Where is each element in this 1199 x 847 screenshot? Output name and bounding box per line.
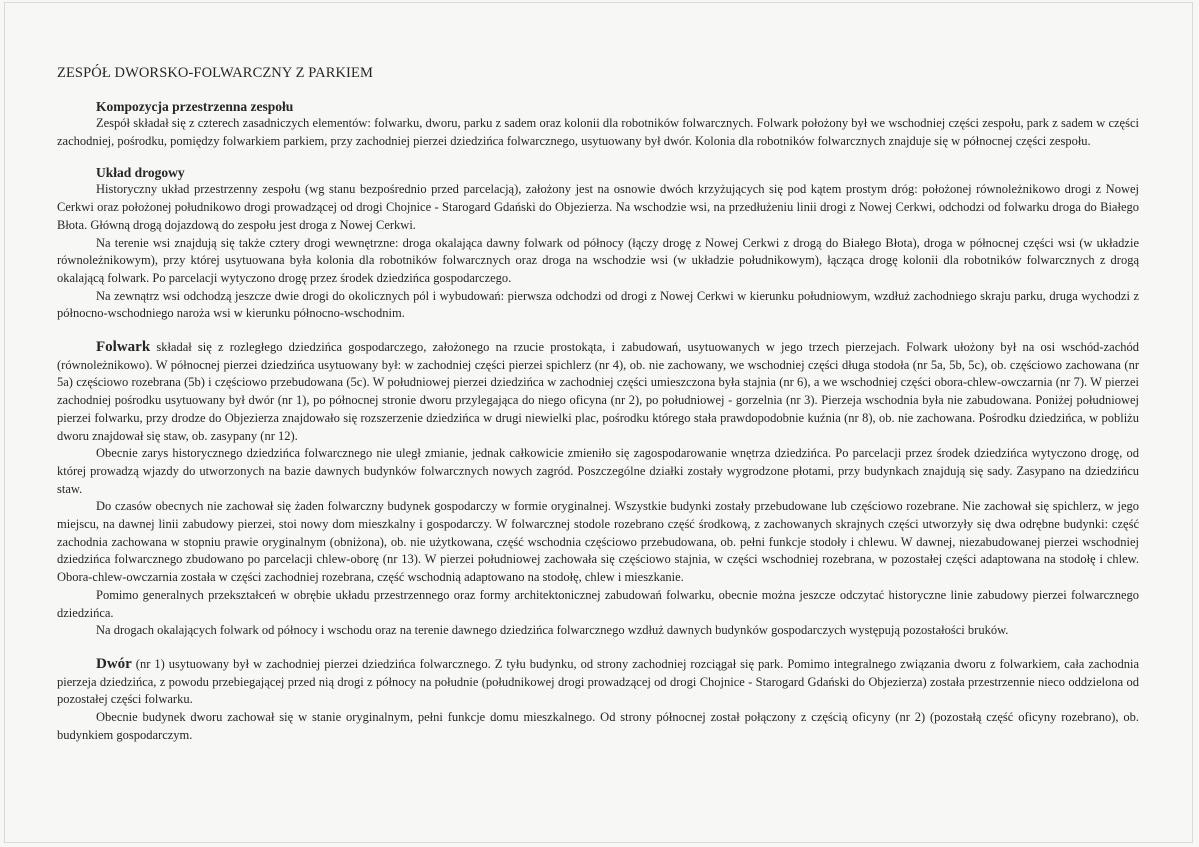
paragraph: Zespół składał się z czterech zasadniczych elementów: folwarku, dworu, parku z sadem oraz kolonii dla robotników folwarcznych. Folwark położony był we wschodniej części zespołu, park z sadem w części zachodniej, pośrodku, pomiędzy folwarkiem parkiem, przy zachodniej pierzei dziedzińca folwarcznego, usytuowany był dwór. Kolonia dla robotników folwarcznych znajduje się w północnej części zespołu.: [57, 116, 1139, 148]
section-heading-uklad: Układ drogowy: [96, 165, 185, 181]
document-title: ZESPÓŁ DWORSKO-FOLWARCZNY Z PARKIEM: [57, 65, 373, 81]
paragraph: Na zewnątrz wsi odchodzą jeszcze dwie drogi do okolicznych pól i wybudowań: pierwsza odchodzi od drogi z Nowej Cerkwi w kierunku południowym, wzdłuż zachodniego skraju parku, druga wychodzi z północno-wschodniego naroża wsi w kierunku północno-wschodnim.: [57, 288, 1139, 321]
section-uklad-drogowy: [57, 164, 1139, 323]
spacer: [57, 323, 1139, 339]
lead-word-dwor: Dwór: [96, 655, 132, 672]
paragraph: Do czasów obecnych nie zachował się żaden folwarczny budynek gospodarczy w formie oryginalnej. Wszystkie budynki zostały przebudowane lub częściowo rozebrane. Nie zachował się spichlerz, w jego miejscu, na dawnej linii zabudowy pierzei, stoi nowy dom mieszkalny i gospodarczy. W folwarcznej stodole rozebrano część środkową, z zachowanych skrajnych części utworzyły się dwa odrębne budynki: część zachodnia zachowana w stopniu prawie oryginalnym (obniżona), ob. nie użytkowana, część wschodnia częściowo przebudowana, ob. pełni funkcje stodoły i chlewu. W dawnej, niezabudowanej pierzei wschodniej dziedzińca folwarcznego zbudowano po parcelacji chlew-oborę (nr 13). W pierzei południowej zachowała się częściowo stajnia, w części wschodniej rozebrana, w pozostałej części adaptowana na stodołę i chlew. Obora-chlew-owczarnia została w części zachodniej rozebrana, część wschodnią adaptowano na stodołę, chlew i mieszkanie.: [57, 499, 1139, 585]
paragraph-text: składał się z rozległego dziedzińca gospodarczego, założonego na rzucie prostokąta, i zabudowań, usytuowanych w jego trzech pierzejach. Folwark ułożony był na osi wschód-zachód (równoleżnikowo). W północnej pierzei dziedzińca usytuowany był: w zachodniej części pierzei spichlerz (nr 4), ob. nie zachowany, we wschodniej części długa stodoła (nr 5a, 5b, 5c), ob. częściowo zachowana (nr 5a) częściowo rozebrana (5b) i częściowo przebudowana (5c). W południowej pierzei dziedzińca w zachodniej części umieszczona była stajnia (nr 6), a we wschodniej części obora-chlew-owczarnia (nr 7). W pierzei zachodniej pośrodku usytuowany był dwór (nr 1), po północnej stronie dworu przylegająca do niego oficyna (nr 2), po południowej - gorzelnia (nr 3). Pierzeja wschodnia była nie zabudowana. Poniżej południowej pierzei folwarku, przy drodze do Objezierza znajdowało się rozszerzenie dziedzińca w drugi niewielki plac, pośrodku którego stała prawdopodobnie kuźnia (nr 8), ob. nie zachowana. Pośrodku dziedzińca, w pobliżu dworu znajdował się staw, ob. zasypany (nr 12).: [57, 340, 1139, 443]
spacer: [57, 150, 1139, 164]
paragraph: [57, 339, 1139, 445]
lead-word-folwark: Folwark: [96, 339, 151, 356]
paragraph: Obecnie budynek dworu zachował się w stanie oryginalnym, pełni funkcje domu mieszkalnego. Od strony północnej został połączony z częścią oficyny (nr 2) (pozostałą część oficyny rozebrano), ob. budynkiem gospodarczym.: [57, 710, 1139, 742]
section-dwor: [57, 656, 1139, 745]
paragraph: [57, 656, 1139, 709]
paragraph-text: (nr 1) usytuowany był w zachodniej pierzei dziedzińca folwarcznego. Z tyłu budynku, od strony zachodniej rozciągał się park. Pomimo integralnego związania dworu z folwarkiem, cała zachodnia pierzeja dziedzińca, z powodu przebiegającej przed nią drogi z północy na południe (południkowej drogi prowadzącej od drogi Chojnice - Starogard Gdański do Objezierza) została przestrzennie nieco oddzielona od pozostałej części folwarku.: [57, 656, 1139, 707]
section-folwark: [57, 339, 1139, 640]
document-body: [57, 64, 1139, 745]
paragraph: Obecnie zarys historycznego dziedzińca folwarcznego nie uległ zmianie, jednak całkowicie zmieniło się zagospodarowanie wnętrza dziedzińca. Po parcelacji przez środek dziedzińca wytyczono drogę, od której prowadzą wjazdy do utworzonych na bazie dawnych budynków folwarcznych nowych zagród. Poszczególne działki zostały wygrodzone płotami, przy budynkach znajdują się sady. Zasypano na dziedzińcu staw.: [57, 446, 1139, 496]
paragraph: Historyczny układ przestrzenny zespołu (wg stanu bezpośrednio przed parcelacją), założony jest na osnowie dwóch krzyżujących się pod kątem prostym dróg: położonej równoleżnikowo drogi z Nowej Cerkwi oraz położonej południkowo drogi prowadzącej od drogi Chojnice - Starogard Gdański do Objezierza. Na wschodzie wsi, na przedłużeniu linii drogi z Nowej Cerkwi, odchodzi od folwarku droga do Białego Błota. Główną drogą dojazdową do zespołu jest droga z Nowej Cerkwi.: [57, 182, 1139, 232]
section-heading-kompozycja: Kompozycja przestrzenna zespołu: [96, 99, 294, 114]
section-kompozycja: [57, 98, 1139, 150]
spacer: [57, 640, 1139, 656]
paragraph: Pomimo generalnych przekształceń w obrębie układu przestrzennego oraz formy architektonicznej zabudowań folwarku, obecnie można jeszcze odczytać historyczne linie zabudowy pierzei folwarcznego dziedzińca.: [57, 587, 1139, 620]
paragraph: Na terenie wsi znajdują się także cztery drogi wewnętrzne: droga okalająca dawny folwark od północy (łączy drogę z Nowej Cerkwi z drogą do Białego Błota), droga w północnej części wsi (w układzie równoleżnikowym), przy której usytuowana była kolonia dla robotników folwarcznych oraz droga na wschodzie wsi (w układzie południkowym), łącząca drogę kolonii dla robotników folwarcznych z drogą okalającą folwark. Po parcelacji wytyczono drogę przez środek dziedzińca gospodarczego.: [57, 235, 1139, 285]
paragraph: Na drogach okalających folwark od północy i wschodu oraz na terenie dawnego dziedzińca folwarcznego wzdłuż dawnych budynków gospodarczych występują pozostałości bruków.: [96, 623, 1009, 638]
